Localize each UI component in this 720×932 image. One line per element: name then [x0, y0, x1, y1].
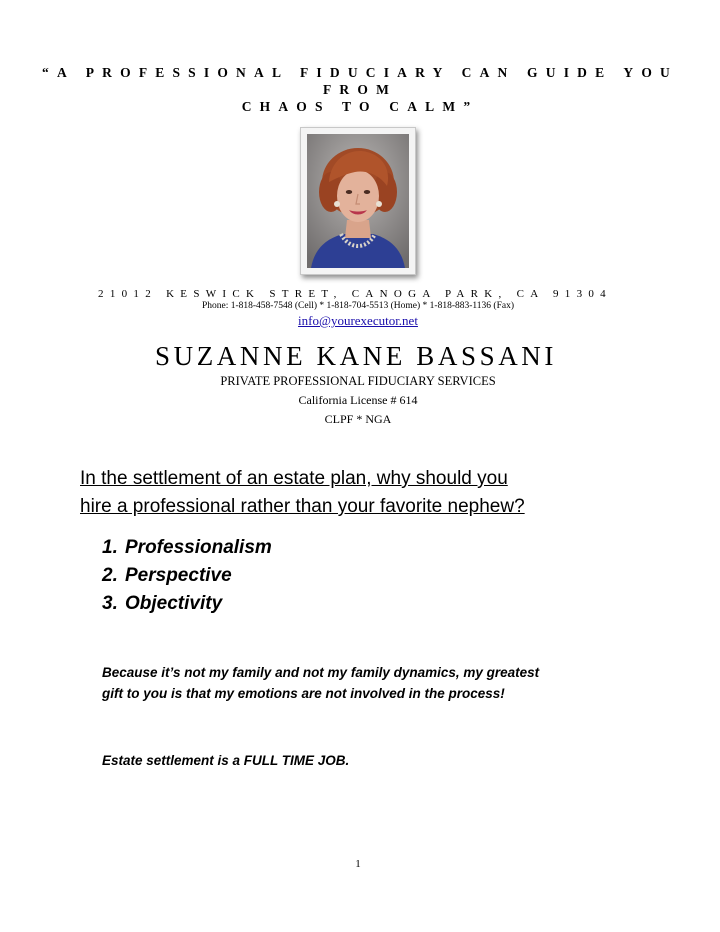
- list-item: [102, 534, 272, 562]
- list-text: Professionalism: [125, 537, 272, 558]
- portrait-image: [307, 134, 409, 268]
- street-address: 21012 KESWICK STRET, CANOGA PARK, CA 91304: [98, 288, 612, 300]
- question-heading-line-2: hire a professional rather than your favorite nephew?: [80, 496, 525, 517]
- emotions-paragraph-line-1: Because it’s not my family and not my family dynamics, my greatest: [102, 665, 540, 680]
- emotions-paragraph-line-2: gift to you is that my emotions are not involved in the process!: [102, 686, 505, 701]
- list-text: Perspective: [125, 565, 232, 586]
- certifications: CLPF * NGA: [324, 412, 392, 426]
- header-quote: [40, 64, 680, 115]
- phone-numbers: Phone: 1-818-458-7548 (Cell) * 1-818-704-5513 (Home) * 1-818-883-1136 (Fax): [201, 301, 515, 311]
- list-text: Objectivity: [125, 593, 223, 614]
- list-item: [102, 562, 272, 590]
- list-number: 3.: [102, 593, 118, 614]
- page-number: 1: [355, 858, 361, 870]
- reasons-list: [102, 534, 272, 618]
- services-subtitle: PRIVATE PROFESSIONAL FIDUCIARY SERVICES: [220, 374, 496, 388]
- list-item: [102, 590, 272, 618]
- question-heading: [80, 465, 680, 521]
- header-quote-line-1: “A PROFESSIONAL FIDUCIARY CAN GUIDE YOU FROM: [42, 65, 678, 97]
- header-quote-line-2: CHAOS TO CALM”: [241, 99, 479, 114]
- email-link[interactable]: info@yourexecutor.net: [298, 313, 418, 328]
- list-number: 1.: [102, 537, 118, 558]
- license-number: California License # 614: [298, 393, 418, 407]
- list-number: 2.: [102, 565, 118, 586]
- portrait-photo: [300, 127, 416, 275]
- emotions-paragraph: [102, 662, 662, 704]
- fiduciary-name: SUZANNE KANE BASSANI: [154, 341, 557, 371]
- full-time-job-paragraph: Estate settlement is a FULL TIME JOB.: [102, 753, 350, 768]
- question-heading-line-1: In the settlement of an estate plan, why should you: [80, 468, 508, 489]
